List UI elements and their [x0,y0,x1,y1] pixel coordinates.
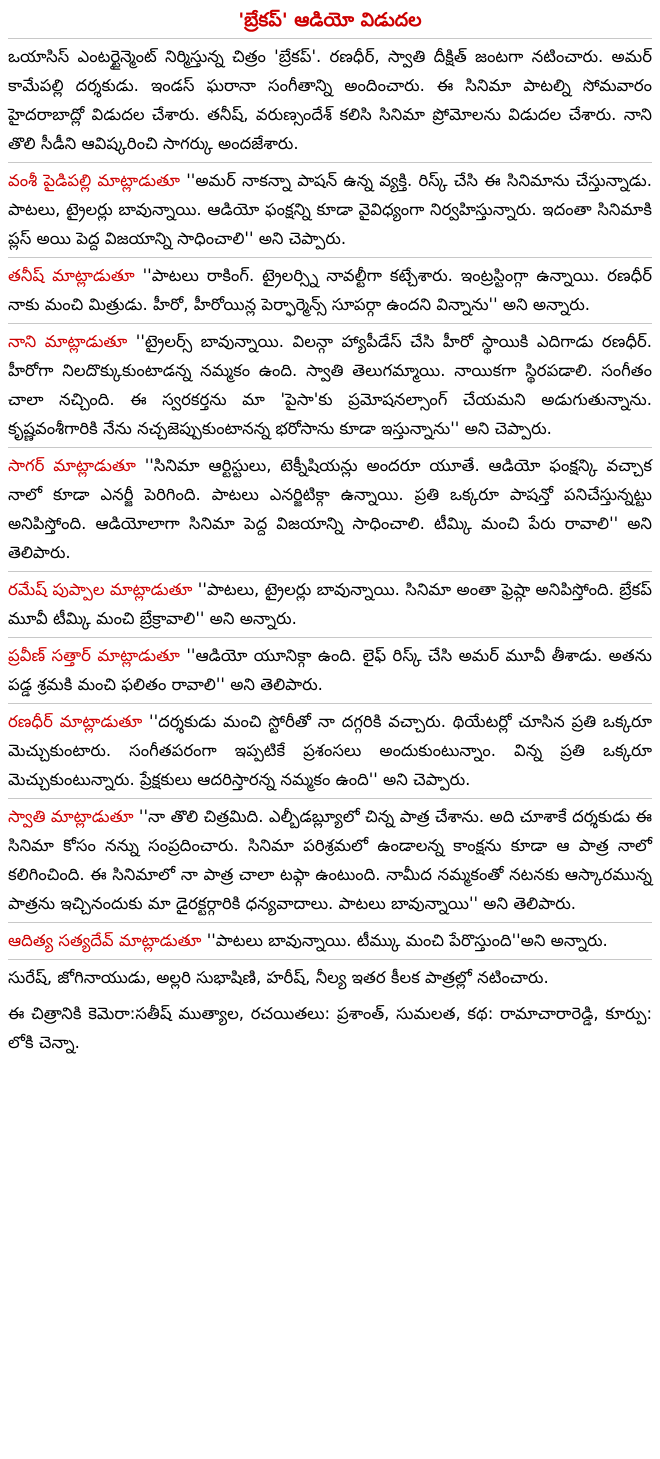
quote-paragraph [8,258,652,323]
quote-text: ''నా తొలి చిత్రమిది. ఎల్బీడబ్ల్యూలో చిన్న పాత్ర చేశాను. అది చూశాకే దర్శకుడు ఈ సినిమా కోసం నన్ను సంప్రదించారు. సినిమా పరిశ్రమలో ఉండాలన్న కాంక్షను కూడా ఆ పాత్ర నాలో కలిగించింది. ఈ సినిమాలో నా పాత్ర చాలా టఫ్గా ఉంటుంది. నామీద నమ్మకంతో నటనకు ఆస్కారమున్న పాత్రను ఇచ్చినందుకు మా డైరక్టర్గారికి ధన్యవాదాలు. పాటలు బావున్నాయి'' అని తెలిపారు. [8,807,652,913]
quote-text: ''పాటలు, ట్రైలర్లు బావున్నాయి. సినిమా అంతా ఫ్రెష్గా అనిపిస్తోంది. బ్రేకప్ మూవీ టీమ్కి మంచి బ్రేక్రావాలి'' అని అన్నారు. [8,580,652,628]
quote-paragraph [8,923,652,959]
article-title: 'బ్రేకప్' ఆడియో విడుదల [238,9,422,31]
speaker-name: తనీష్ మాట్లాడుతూ [8,266,135,285]
quote-text: ''ఆడియో యూనిక్గా ఉంది. లైఫ్ రిస్క్ చేసి అమర్ మూవీ తీశాడు. అతను పడ్డ శ్రమకి మంచి ఫలితం రావాలి'' అని తెలిపారు. [8,646,652,694]
speaker-name: ప్రవీణ్ సత్తార్ మాట్లాడుతూ [8,646,180,665]
quote-text: ''పాటలు బావున్నాయి. టీమ్కు మంచి పేరొస్తుంది''అని అన్నారు. [201,931,608,950]
intro-paragraph: ఒయాసిస్ ఎంటర్టైన్మెంట్ నిర్మిస్తున్న చిత్రం 'బ్రేకప్'. రణధీర్, స్వాతి దీక్షిత్ జంటగా నటించారు. అమర్ కామేపల్లి దర్శకుడు. ఇండస్ ఘరానా సంగీతాన్ని అందించారు. ఈ సినిమా పాటల్ని సోమవారం హైదరాబాద్లో విడుదల చేశారు. తనీష్, వరుణ్సందేశ్ కలిసి సినిమా ప్రోమోలను విడుదల చేశారు. నాని తొలి సీడీని ఆవిష్కరించి సాగర్కు అందజేశారు. [8,47,652,153]
speaker-name: స్వాతి మాట్లాడుతూ [8,807,134,826]
quote-paragraph [8,638,652,703]
quote-paragraph [8,324,652,447]
quote-text: ''దర్శకుడు మంచి స్టోరీతో నా దగ్గరికి వచ్చారు. థియేటర్లో చూసిన ప్రతి ఒక్కరూ మెచ్చుకుంటారు. సంగీతపరంగా ఇప్పటికే ప్రశంసలు అందుకుంటున్నాం. విన్న ప్రతి ఒక్కరూ మెచ్చుకుంటున్నారు. ప్రేక్షకులు ఆదరిస్తారన్న నమ్మకం ఉంది'' అని చెప్పారు. [8,712,652,789]
quote-paragraph [8,448,652,571]
quote-paragraph [8,799,652,922]
quote-text: ''సినిమా ఆర్టిస్టులు, టెక్నీషియన్లు అందరూ యూతే. ఆడియో ఫంక్షన్కి వచ్చాక నాలో కూడా ఎనర్జీ పెరిగింది. పాటలు ఎనర్జిటిక్గా ఉన్నాయి. ప్రతి ఒక్కరూ పాషన్తో పనిచేస్తున్నట్టు అనిపిస్తోంది. ఆడియోలాగా సినిమా పెద్ద విజయాన్ని సాధించాలి. టీమ్కి మంచి పేరు రావాలి'' అని తెలిపారు. [8,456,652,562]
speaker-name: నాని మాట్లాడుతూ [8,332,128,351]
speaker-name: వంశీ పైడిపల్లి మాట్లాడుతూ [8,171,180,190]
quote-text: ''పాటలు రాకింగ్. ట్రైలర్స్ని నావల్టీగా కట్చేశారు. ఇంట్రస్టింగ్గా ఉన్నాయి. రణధీర్ నాకు మంచి మిత్రుడు. హీరో, హీరోయిన్ల పెర్ఫార్మెన్స్ సూపర్గా ఉందని విన్నాను'' అని అన్నారు. [8,266,653,314]
speaker-name: రణధీర్ మాట్లాడుతూ [8,712,143,731]
speaker-name: సాగర్ మాట్లాడుతూ [8,456,136,475]
speaker-name: ఆదిత్య సత్యదేవ్ మాట్లాడుతూ [8,931,202,950]
quote-paragraph [8,163,652,257]
quote-paragraph [8,704,652,798]
quote-paragraph [8,572,652,637]
crew-credits-paragraph: ఈ చిత్రానికి కెమెరా:సతీష్ ముత్యాల, రచయితలు: ప్రశాంత్, సుమలత, కథ: రామాచారారెడ్డి, కూర్పు: లోకి చెన్నా. [8,1004,652,1052]
speaker-name: రమేష్ పుప్పాల మాట్లాడుతూ [8,580,193,599]
quote-text: ''ట్రైలర్స్ బావున్నాయి. విలన్గా హ్యాపీడేస్ చేసి హీరో స్థాయికి ఎదిగాడు రణధీర్. హీరోగా నిలదొక్కుకుంటాడన్న నమ్మకం ఉంది. స్వాతి తెలుగమ్మాయి. నాయికగా స్థిరపడాలి. సంగీతం చాలా నచ్చింది. ఈ స్వరకర్తను మా 'పైసా'కు ప్రమోషనల్సాంగ్ చేయమని అడుగుతున్నాను. కృష్ణవంశీగారికి నేను నచ్చజెప్పుకుంటానన్న భరోసాను కూడా ఇస్తున్నాను'' అని చెప్పారు. [8,332,652,438]
quote-text: ''అమర్ నాకన్నా పాషన్ ఉన్న వ్యక్తి. రిస్క్ చేసి ఈ సినిమాను చేస్తున్నాడు. పాటలు, ట్రైలర్లు బావున్నాయి. ఆడియో ఫంక్షన్ని కూడా వైవిధ్యంగా నిర్వహిస్తున్నారు. ఇదంతా సినిమాకి ప్లస్ అయి పెద్ద విజయాన్ని సాధించాలి'' అని చెప్పారు. [8,171,652,248]
cast-paragraph: సురేష్, జోగినాయుడు, అల్లరి సుభాషిణి, హరీష్, నీల్య ఇతర కీలక పాత్రల్లో నటించారు. [8,968,549,987]
